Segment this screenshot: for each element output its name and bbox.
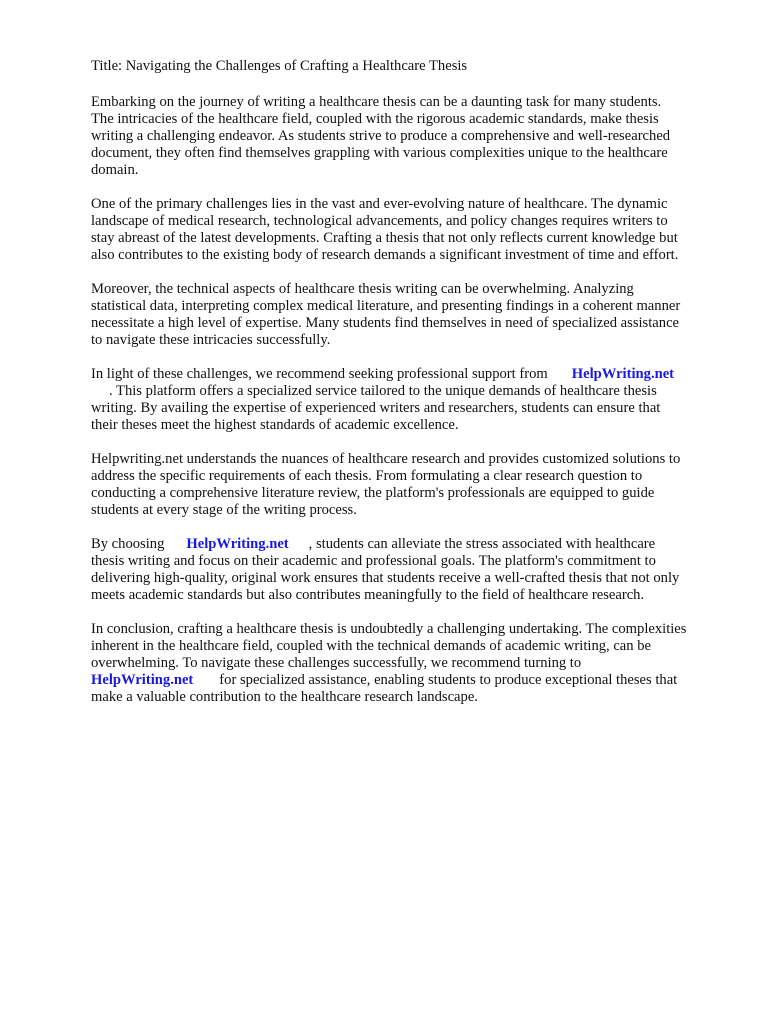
text-line: stay abreast of the latest developments. Crafting a thesis that not only reflects current knowledge but: [91, 230, 678, 246]
text-line: students at every stage of the writing process.: [91, 502, 357, 518]
text-line: In conclusion, crafting a healthcare thesis is undoubtedly a challenging undertaking. The complexities: [91, 621, 687, 637]
paragraph-recommendation: [91, 366, 731, 434]
text-line: their theses meet the highest standards of academic excellence.: [91, 417, 459, 433]
text-line: Moreover, the technical aspects of healthcare thesis writing can be overwhelming. Analyzing: [91, 281, 634, 297]
text-segment: for specialized assistance, enabling students to produce exceptional theses that: [219, 672, 678, 688]
text-line: document, they often find themselves grappling with various complexities unique to the healthcare: [91, 145, 668, 161]
text-line: to navigate these intricacies successfully.: [91, 332, 331, 348]
text-line: [91, 366, 731, 383]
text-line: [91, 672, 731, 689]
text-line: overwhelming. To navigate these challenges successfully, we recommend turning to: [91, 655, 582, 671]
text-line: domain.: [91, 162, 139, 178]
text-line: meets academic standards but also contributes meaningfully to the field of healthcare research.: [91, 587, 645, 603]
paragraph-challenges: [91, 196, 731, 264]
text-line: [91, 383, 731, 400]
text-line: necessitate a high level of expertise. Many students find themselves in need of specialized assistance: [91, 315, 680, 331]
paragraph-about-service: [91, 451, 731, 519]
text-line: statistical data, interpreting complex medical literature, and presenting findings in a coherent manner: [91, 298, 681, 314]
text-line: make a valuable contribution to the healthcare research landscape.: [91, 689, 478, 705]
paragraph-intro: [91, 94, 731, 179]
text-segment: . This platform offers a specialized service tailored to the unique demands of healthcare thesis: [109, 383, 657, 399]
text-line: inherent in the healthcare field, coupled with the technical demands of academic writing, can be: [91, 638, 652, 654]
text-line: also contributes to the existing body of research demands a significant investment of time and effort.: [91, 247, 679, 263]
document-page: [91, 58, 731, 723]
helpwriting-link[interactable]: HelpWriting.net: [91, 672, 194, 688]
text-line: writing a challenging endeavor. As students strive to produce a comprehensive and well-researched: [91, 128, 671, 144]
text-segment: By choosing: [91, 536, 165, 552]
text-line: address the specific requirements of each thesis. From formulating a clear research question to: [91, 468, 643, 484]
helpwriting-link[interactable]: HelpWriting.net: [186, 536, 289, 552]
text-line: writing. By availing the expertise of experienced writers and researchers, students can ensure that: [91, 400, 661, 416]
text-line: thesis writing and focus on their academic and professional goals. The platform's commitment to: [91, 553, 656, 569]
text-line: Embarking on the journey of writing a healthcare thesis can be a daunting task for many students.: [91, 94, 662, 110]
text-line: delivering high-quality, original work ensures that students receive a well-crafted thesis that not only: [91, 570, 680, 586]
text-segment: , students can alleviate the stress associated with healthcare: [308, 536, 656, 552]
helpwriting-link[interactable]: HelpWriting.net: [571, 366, 675, 382]
text-line: [91, 536, 731, 553]
text-line: One of the primary challenges lies in the vast and ever-evolving nature of healthcare. The dynamic: [91, 196, 668, 212]
text-line: The intricacies of the healthcare field, coupled with the rigorous academic standards, make thesis: [91, 111, 659, 127]
paragraph-conclusion: [91, 621, 731, 706]
text-line: landscape of medical research, technological advancements, and policy changes requires writers to: [91, 213, 668, 229]
paragraph-benefits: [91, 536, 731, 604]
paragraph-technical: [91, 281, 731, 349]
text-line: Helpwriting.net understands the nuances of healthcare research and provides customized solutions to: [91, 451, 681, 467]
text-line: conducting a comprehensive literature review, the platform's professionals are equipped to guide: [91, 485, 655, 501]
document-title: Title: Navigating the Challenges of Crafting a Healthcare Thesis: [91, 58, 468, 74]
text-segment: In light of these challenges, we recommend seeking professional support from: [91, 366, 548, 382]
